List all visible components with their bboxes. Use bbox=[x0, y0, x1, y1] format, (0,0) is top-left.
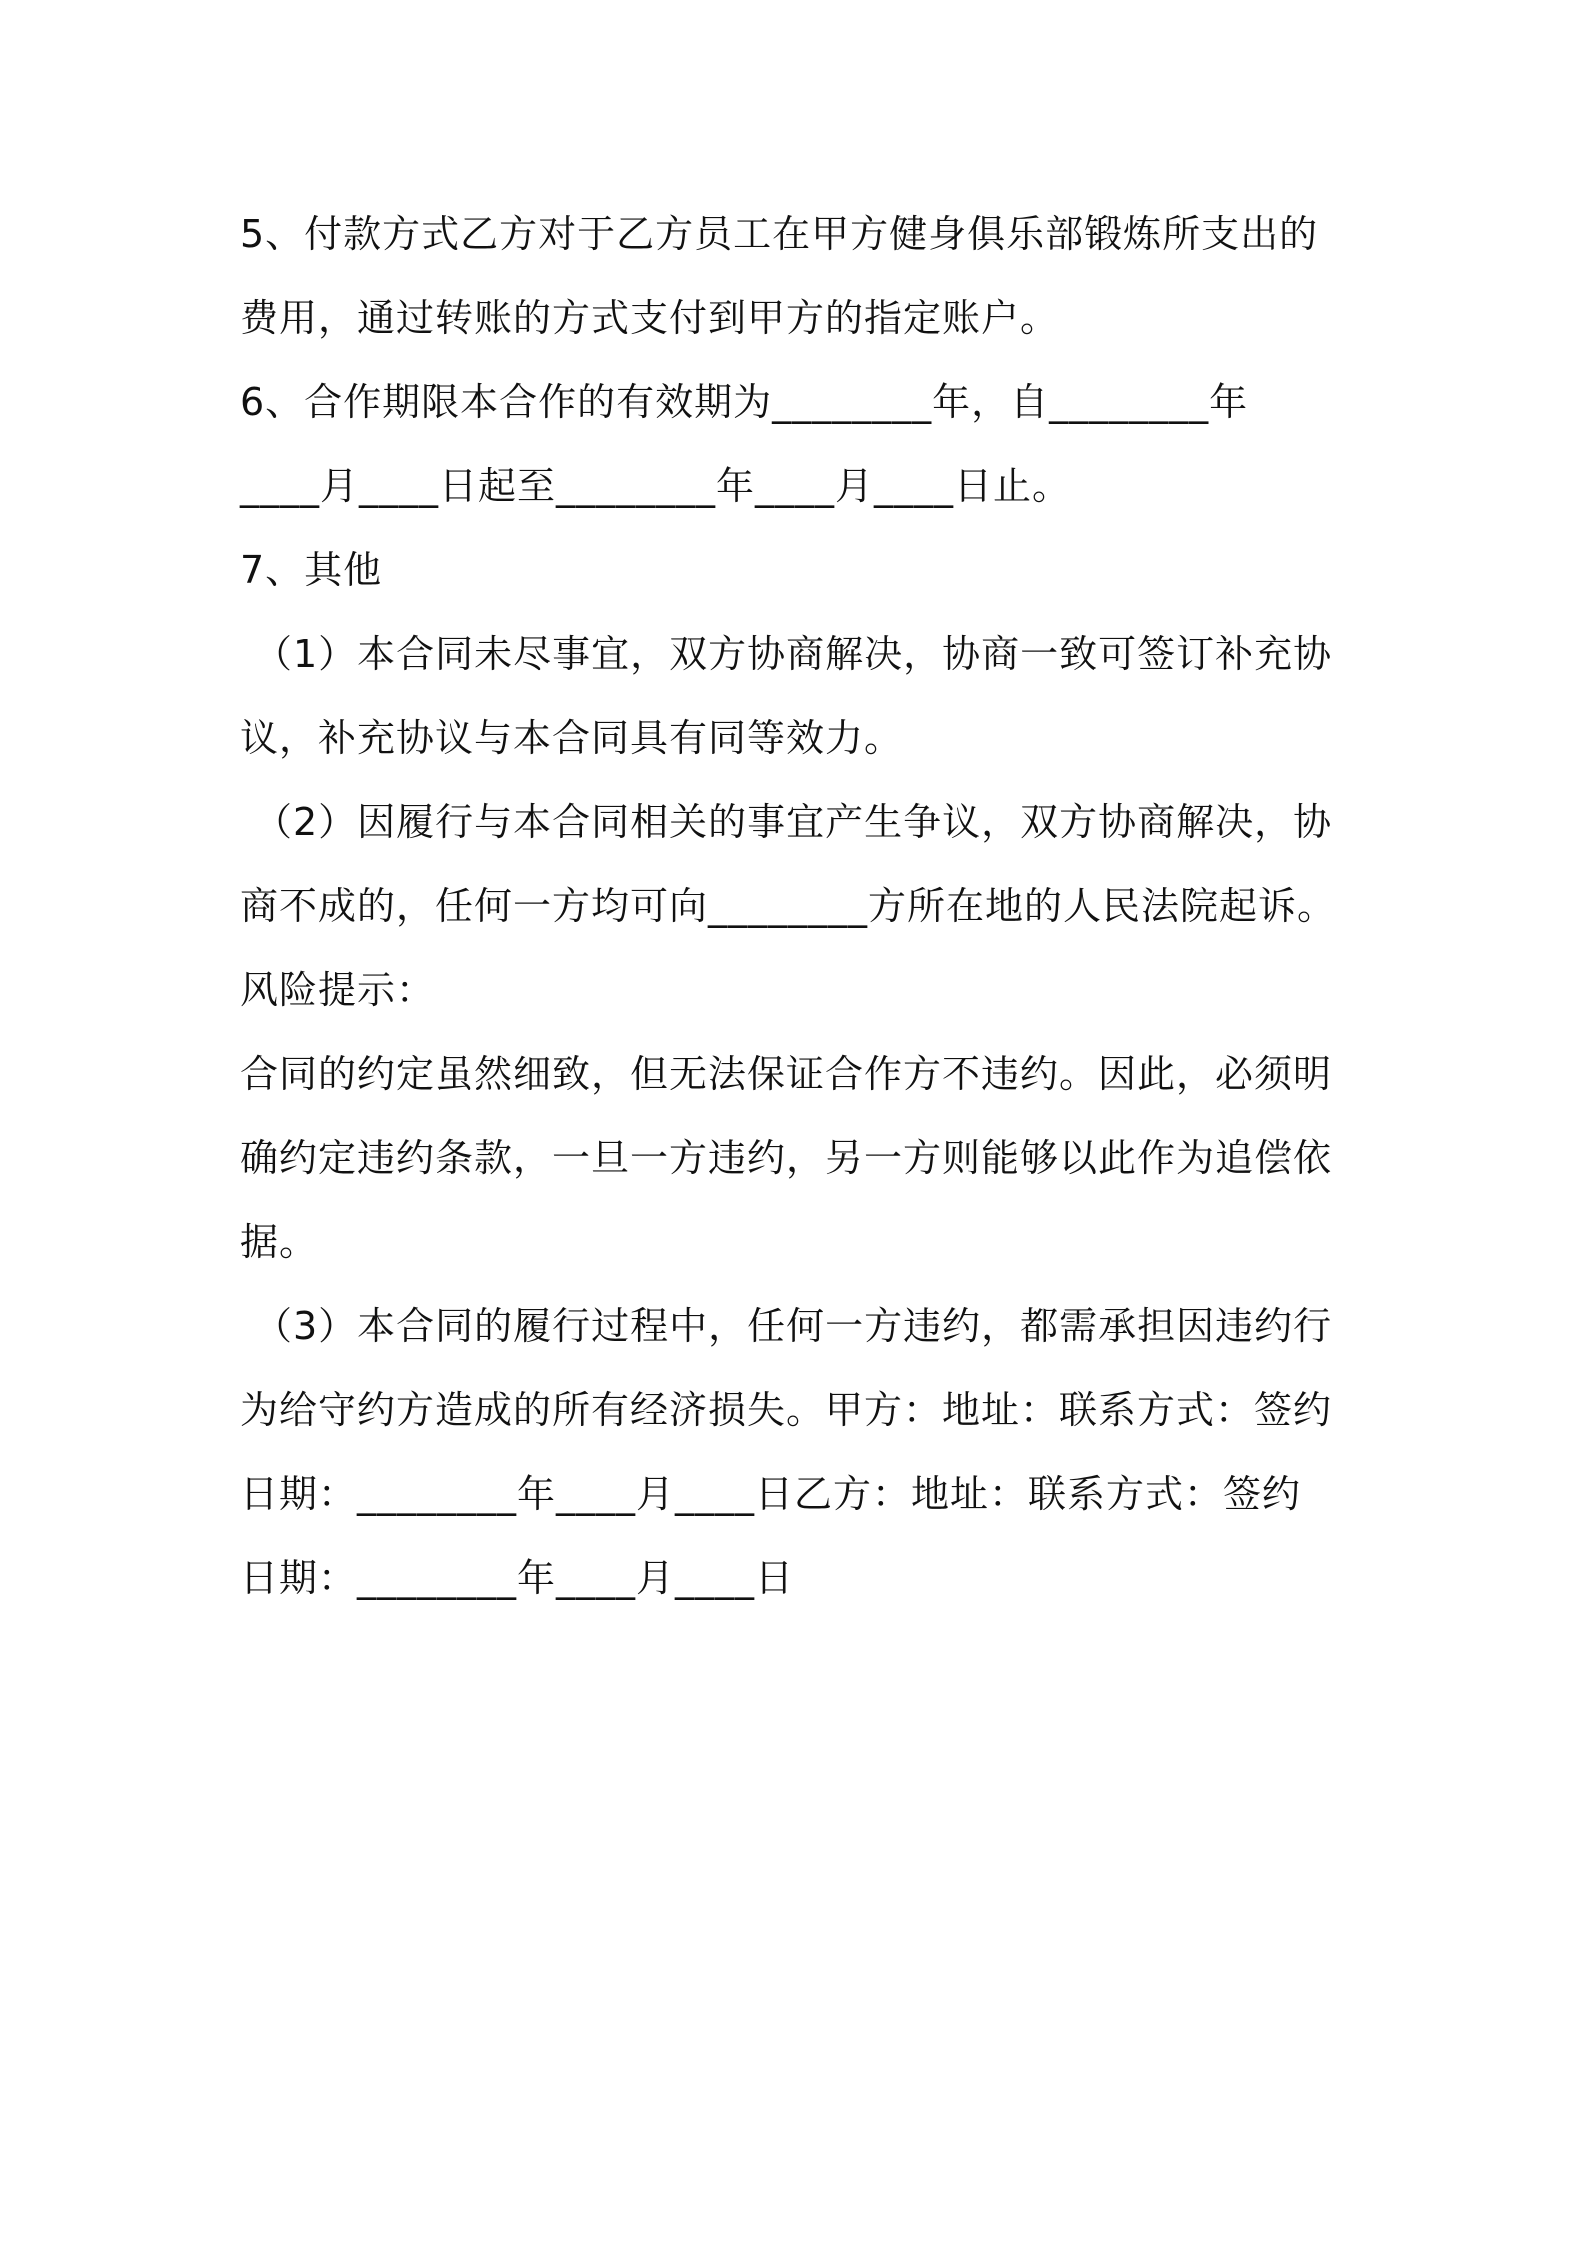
risk-notice-heading: 风险提示： bbox=[240, 968, 436, 1012]
clause-5-line-1: 5、付款方式乙方对于乙方员工在甲方健身俱乐部锻炼所支出的 bbox=[240, 212, 1319, 256]
clause-6-line-2: ____月____日起至________年____月____日止。 bbox=[240, 464, 1072, 508]
clause-7-3-line-1: （3）本合同的履行过程中，任何一方违约，都需承担因违约行 bbox=[254, 1304, 1333, 1348]
clause-7-2-line-1: （2）因履行与本合同相关的事宜产生争议，双方协商解决，协 bbox=[254, 800, 1333, 844]
clause-5-line-2: 费用，通过转账的方式支付到甲方的指定账户。 bbox=[240, 296, 1060, 340]
signature-line-1: 日期：________年____月____日乙方：地址：联系方式：签约 bbox=[240, 1472, 1302, 1516]
clause-7-1-line-1: （1）本合同未尽事宜，双方协商解决，协商一致可签订补充协 bbox=[254, 632, 1333, 676]
document-body bbox=[240, 192, 1360, 1620]
clause-6-line-1: 6、合作期限本合作的有效期为________年，自________年 bbox=[240, 380, 1249, 424]
clause-7-1-line-2: 议，补充协议与本合同具有同等效力。 bbox=[240, 716, 904, 760]
risk-notice-line-3: 据。 bbox=[240, 1220, 319, 1264]
signature-line-2: 日期：________年____月____日 bbox=[240, 1556, 795, 1600]
clause-7-heading: 7、其他 bbox=[240, 548, 383, 592]
clause-7-3-line-2: 为给守约方造成的所有经济损失。甲方：地址：联系方式：签约 bbox=[240, 1388, 1333, 1432]
clause-7-2-line-2: 商不成的，任何一方均可向________方所在地的人民法院起诉。 bbox=[240, 884, 1337, 928]
risk-notice-line-2: 确约定违约条款，一旦一方违约，另一方则能够以此作为追偿依 bbox=[240, 1136, 1333, 1180]
risk-notice-line-1: 合同的约定虽然细致，但无法保证合作方不违约。因此，必须明 bbox=[240, 1052, 1333, 1096]
